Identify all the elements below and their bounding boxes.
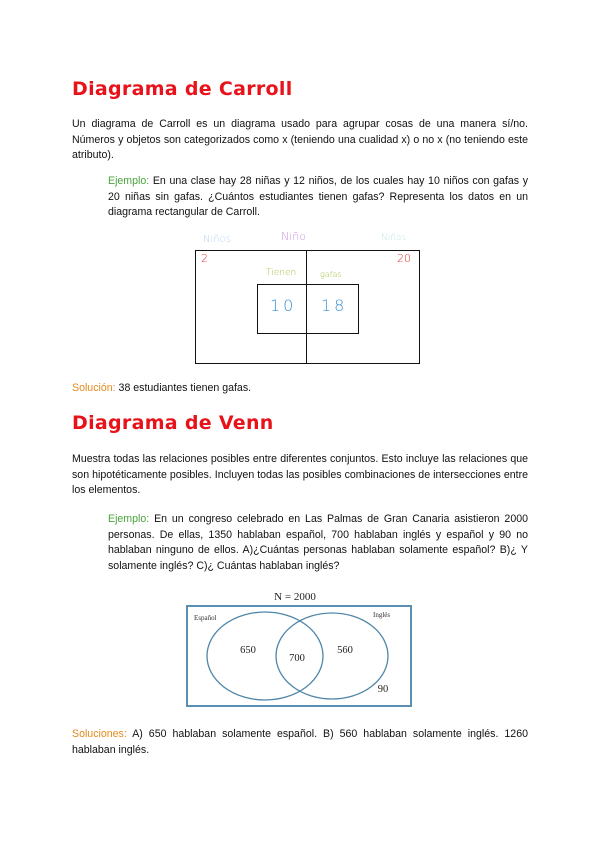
venn-intersection: 700: [289, 653, 305, 664]
venn-only-espanol: 650: [240, 645, 256, 656]
carroll-label-ninos: Niños: [203, 234, 231, 245]
carroll-solution-text: 38 estudiantes tienen gafas.: [118, 382, 252, 394]
venn-solution-text: A) 650 hablaban solamente español. B) 560 hablaban solamente inglés. 1260 hablaban inglés.: [72, 728, 528, 756]
venn-set-espanol-ellipse: [207, 612, 323, 700]
carroll-solution-label: Solución:: [72, 382, 116, 394]
venn-neither: 90: [377, 684, 389, 695]
carroll-right-value: 20: [397, 252, 411, 265]
carroll-label-nino: Niño: [281, 230, 306, 243]
carroll-heading: Diagrama de Carroll: [72, 78, 293, 100]
carroll-inner-label-gafas: gafas: [320, 270, 342, 279]
carroll-left-value: 2: [201, 252, 208, 265]
venn-example-label: Ejemplo:: [108, 513, 150, 525]
venn-solution: [72, 727, 528, 758]
venn-example: [108, 512, 528, 574]
venn-total-label: N = 2000: [274, 591, 316, 603]
carroll-inner-right-value: 18: [321, 296, 348, 315]
venn-solution-label: Soluciones:: [72, 728, 127, 740]
carroll-intro: Un diagrama de Carroll es un diagrama usado para agrupar cosas de una manera sí/no. Números y objetos son categorizados como x (teniendo una cualidad x) o no x (no teniendo este atributo).: [72, 118, 528, 161]
venn-intro: Muestra todas las relaciones posibles entre diferentes conjuntos. Esto incluye las relaciones que son hipotéticamente posibles. Incluyen todas las posibles combinaciones de intersecciones entre los elementos.: [72, 453, 528, 496]
venn-set-ingles-label: Inglés: [373, 611, 391, 619]
carroll-solution: [72, 381, 528, 397]
carroll-example-label: Ejemplo:: [108, 175, 150, 187]
carroll-diagram: [195, 228, 425, 368]
carroll-example: [108, 174, 528, 221]
venn-diagram: [183, 590, 415, 708]
venn-heading: Diagrama de Venn: [72, 412, 274, 434]
carroll-label-ninas: Niñas: [381, 233, 407, 243]
venn-only-ingles: 560: [337, 645, 353, 656]
venn-example-text: En un congreso celebrado en Las Palmas de Gran Canaria asistieron 2000 personas. De ellas, 1350 hablaban español, 700 hablaban inglés y español y 90 no hablaban ninguno de ellos. A)¿Cuántas personas hablaban solamente español? B)¿ Y solamente inglés? C)¿ Cuántas hablaban inglés?: [108, 513, 528, 572]
carroll-inner-label-tienen: Tienen: [266, 268, 297, 278]
carroll-example-text: En una clase hay 28 niñas y 12 niños, de los cuales hay 10 niños con gafas y 20 niñas sin gafas. ¿Cuántos estudiantes tienen gafas? Representa los datos en un diagrama rectangular de Carroll.: [108, 175, 528, 218]
carroll-inner-left-value: 10: [270, 296, 297, 315]
venn-set-espanol-label: Español: [194, 614, 217, 622]
